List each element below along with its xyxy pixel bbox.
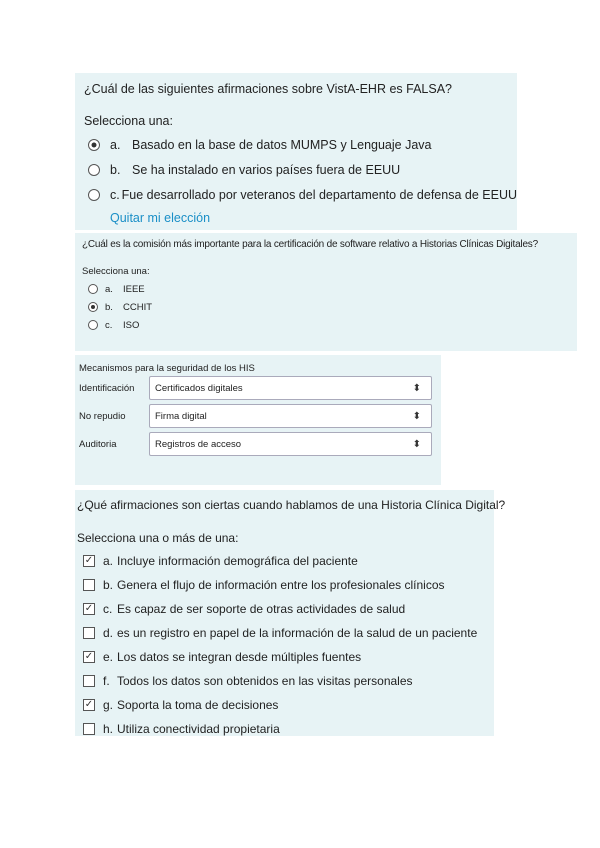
checkbox-checked-icon[interactable]: ✓ xyxy=(84,555,94,566)
option-text: Es capaz de ser soporte de otras actividades de salud xyxy=(117,602,406,616)
q4-option-g[interactable] xyxy=(83,693,494,717)
question-1-card xyxy=(75,73,517,230)
option-letter: h. xyxy=(103,722,114,736)
option-text: Genera el flujo de información entre los profesionales clínicos xyxy=(117,578,445,592)
match-label: Identificación xyxy=(79,382,135,394)
option-letter: b. xyxy=(103,578,114,592)
updown-arrows-icon: ⬍ xyxy=(412,382,421,394)
match-label: No repudio xyxy=(79,410,126,422)
question-4-text: ¿Qué afirmaciones son ciertas cuando hablamos de una Historia Clínica Digital? xyxy=(77,498,506,512)
checkbox-icon[interactable] xyxy=(83,675,95,687)
option-letter: a. xyxy=(110,137,121,152)
checkbox-checked-icon[interactable]: ✓ xyxy=(84,651,94,662)
q2-option-b[interactable] xyxy=(88,298,577,316)
updown-arrows-icon: ⬍ xyxy=(412,410,421,422)
q4-option-f[interactable] xyxy=(83,669,494,693)
question-4-card xyxy=(75,490,506,736)
question-4-prompt: Selecciona una o más de una: xyxy=(77,531,239,545)
option-text: Se ha instalado en varios países fuera de EEUU xyxy=(132,162,401,177)
option-text: Soporta la toma de decisiones xyxy=(117,698,279,712)
radio-icon[interactable] xyxy=(88,189,100,201)
q4-option-a[interactable] xyxy=(83,549,494,573)
radio-icon[interactable] xyxy=(88,320,98,330)
q4-option-e[interactable] xyxy=(83,645,494,669)
option-letter: c. xyxy=(103,602,113,616)
match-row-identificacion xyxy=(79,374,441,402)
match-label: Auditoria xyxy=(79,438,117,450)
option-text: Fue desarrollado por veteranos del departamento de defensa de EEUU xyxy=(121,187,517,202)
question-1-text: ¿Cuál de las siguientes afirmaciones sobre VistA-EHR es FALSA? xyxy=(84,82,452,96)
option-text: Basado en la base de datos MUMPS y Lenguaje Java xyxy=(132,137,432,152)
q4-option-h[interactable] xyxy=(83,717,494,741)
option-text: IEEE xyxy=(123,283,145,295)
clear-choice-link[interactable]: Quitar mi elección xyxy=(110,211,211,225)
q2-option-a[interactable] xyxy=(88,280,577,298)
select-value: Firma digital xyxy=(155,410,207,422)
select-value: Certificados digitales xyxy=(155,382,243,394)
question-3-text: Mecanismos para la seguridad de los HIS xyxy=(79,363,255,374)
option-letter: d. xyxy=(103,626,114,640)
option-text: Incluye información demográfica del paciente xyxy=(117,554,358,568)
checkbox-icon[interactable] xyxy=(83,723,95,735)
match-row-auditoria xyxy=(79,430,441,458)
checkbox-checked-icon[interactable]: ✓ xyxy=(84,603,94,614)
option-letter: e. xyxy=(103,650,114,664)
question-1-prompt: Selecciona una: xyxy=(84,114,173,128)
option-letter: f. xyxy=(103,674,110,688)
option-text: Los datos se integran desde múltiples fuentes xyxy=(117,650,362,664)
checkbox-checked-icon[interactable]: ✓ xyxy=(84,699,94,710)
option-letter: b. xyxy=(110,162,121,177)
match-select[interactable] xyxy=(149,404,432,428)
option-text: ISO xyxy=(123,319,140,331)
question-3-card xyxy=(75,355,441,485)
q4-option-d[interactable] xyxy=(83,621,494,645)
match-row-no-repudio xyxy=(79,402,441,430)
option-letter: g. xyxy=(103,698,114,712)
question-2-card xyxy=(75,233,577,351)
q1-option-b[interactable] xyxy=(88,157,517,182)
question-2-text: ¿Cuál es la comisión más importante para la certificación de software relativo a Historias Clínicas Digitales? xyxy=(82,239,538,250)
radio-icon[interactable] xyxy=(88,139,100,151)
q1-option-a[interactable] xyxy=(88,132,517,157)
option-letter: c. xyxy=(105,319,113,331)
option-text: CCHIT xyxy=(123,301,153,313)
updown-arrows-icon: ⬍ xyxy=(412,438,421,450)
q4-option-b[interactable] xyxy=(83,573,494,597)
match-select[interactable] xyxy=(149,376,432,400)
question-2-prompt: Selecciona una: xyxy=(82,266,150,277)
q1-option-c[interactable] xyxy=(88,182,517,207)
select-value: Registros de acceso xyxy=(155,438,242,450)
option-letter: a. xyxy=(103,554,114,568)
radio-icon[interactable] xyxy=(88,164,100,176)
option-text: es un registro en papel de la información de la salud de un paciente xyxy=(117,626,478,640)
radio-icon[interactable] xyxy=(88,284,98,294)
option-letter: c. xyxy=(110,187,120,202)
option-text: Todos los datos son obtenidos en las visitas personales xyxy=(117,674,413,688)
match-select[interactable] xyxy=(149,432,432,456)
checkbox-icon[interactable] xyxy=(83,579,95,591)
option-letter: b. xyxy=(105,301,113,313)
option-text: Utiliza conectividad propietaria xyxy=(117,722,280,736)
radio-icon[interactable] xyxy=(88,302,98,312)
checkbox-icon[interactable] xyxy=(83,627,95,639)
option-letter: a. xyxy=(105,283,113,295)
q4-option-c[interactable] xyxy=(83,597,494,621)
q2-option-c[interactable] xyxy=(88,316,577,334)
